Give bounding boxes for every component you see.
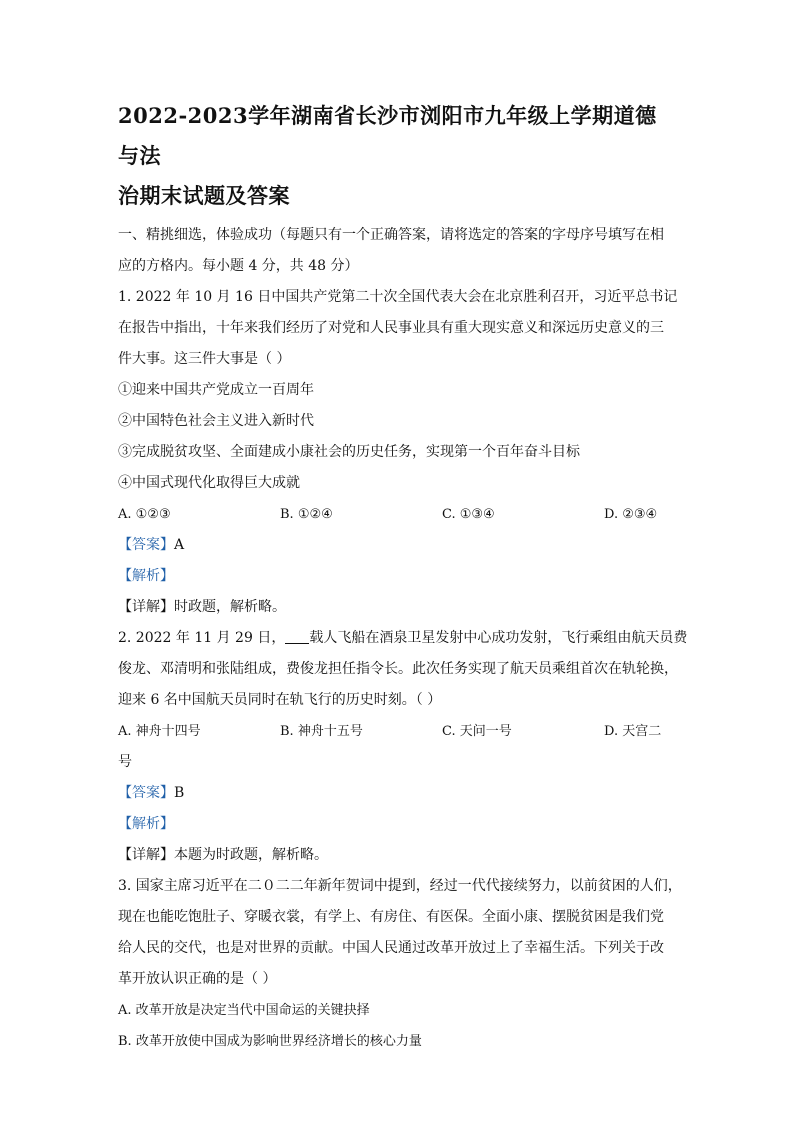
q1-line-3: 件大事。这三件大事是（ ） [118, 351, 291, 367]
q1-item-4: ④中国式现代化取得巨大成就 [118, 475, 300, 491]
q2-line-1-end: 载人飞船在酒泉卫星发射中心成功发射，飞行乘组由航天员费 [309, 630, 688, 646]
q2-detail-text: 本题为时政题，解析略。 [174, 847, 328, 863]
section-heading-line-2: 应的方格内。每小题 4 分，共 48 分） [118, 258, 359, 274]
q1-item-2: ②中国特色社会主义进入新时代 [118, 413, 314, 429]
q2-option-d: D. 天宫二 [604, 724, 662, 739]
q1-option-b: B. ①②④ [280, 507, 333, 522]
q1-option-d: D. ②③④ [604, 507, 658, 522]
q3-line-1: 3. 国家主席习近平在二０二二年新年贺词中提到，经过一代代接续努力，以前贫困的人们， [118, 878, 682, 894]
title-line-1: 2022-2023学年湖南省长沙市浏阳市九年级上学期道德与法 [118, 103, 657, 168]
q2-answer [118, 778, 678, 809]
q1-detail-text: 时政题，解析略。 [174, 599, 286, 615]
q2-answer-value: B [174, 785, 185, 801]
analysis-tag: 【解析】 [118, 816, 174, 832]
q3-option-b: B. 改革开放使中国成为影响世界经济增长的核心力量 [118, 1034, 422, 1049]
q2-option-a: A. 神舟十四号 [118, 724, 201, 739]
q2-detail [118, 840, 678, 871]
q2-line-1 [118, 623, 688, 654]
q1-answer [118, 530, 678, 561]
answer-tag: 【答案】 [118, 785, 174, 801]
q2-option-c: C. 天问一号 [442, 724, 512, 739]
q2-line-3: 迎来 6 名中国航天员同时在轨飞行的历史时刻。（ ） [118, 692, 442, 708]
q1-options [118, 499, 678, 530]
detail-tag: 【详解】 [118, 847, 174, 863]
title-line-2: 治期末试题及答案 [118, 183, 290, 208]
q3-option-a: A. 改革开放是决定当代中国命运的关键抉择 [118, 1003, 370, 1018]
q1-answer-value: A [174, 537, 185, 553]
detail-tag: 【详解】 [118, 599, 174, 615]
q1-item-3: ③完成脱贫攻坚、全面建成小康社会的历史任务，实现第一个百年奋斗目标 [118, 444, 580, 460]
q2-option-wrap: 号 [118, 754, 132, 770]
q3-line-4: 革开放认识正确的是（ ） [118, 971, 277, 987]
q2-line-2: 俊龙、邓清明和张陆组成，费俊龙担任指令长。此次任务实现了航天员乘组首次在轨轮换， [118, 661, 678, 677]
document-title [118, 96, 678, 216]
document-page [118, 96, 688, 1057]
analysis-tag: 【解析】 [118, 568, 174, 584]
q1-analysis [118, 561, 678, 592]
q2-options [118, 716, 678, 747]
answer-tag: 【答案】 [118, 537, 174, 553]
q1-item-1: ①迎来中国共产党成立一百周年 [118, 382, 314, 398]
q2-option-b: B. 神舟十五号 [280, 724, 363, 739]
q3-line-2: 现在也能吃饱肚子、穿暖衣裳，有学上、有房住、有医保。全面小康、摆脱贫困是我们党 [118, 909, 664, 925]
q1-line-1: 1. 2022 年 10 月 16 日中国共产党第二十次全国代表大会在北京胜利召开，习近平总书记 [118, 289, 678, 305]
q1-option-c: C. ①③④ [442, 507, 495, 522]
q2-analysis [118, 809, 678, 840]
q2-blank [285, 629, 309, 644]
q2-line-1-start: 2. 2022 年 11 月 29 日， [118, 630, 286, 646]
q1-detail [118, 592, 678, 623]
q1-option-a: A. ①②③ [118, 507, 171, 522]
q3-line-3: 给人民的交代，也是对世界的贡献。中国人民通过改革开放过上了幸福生活。下列关于改 [118, 940, 664, 956]
q1-line-2: 在报告中指出，十年来我们经历了对党和人民事业具有重大现实意义和深远历史意义的三 [118, 320, 664, 336]
section-heading-line-1: 一、精挑细选，体验成功（每题只有一个正确答案，请将选定的答案的字母序号填写在相 [118, 227, 664, 243]
